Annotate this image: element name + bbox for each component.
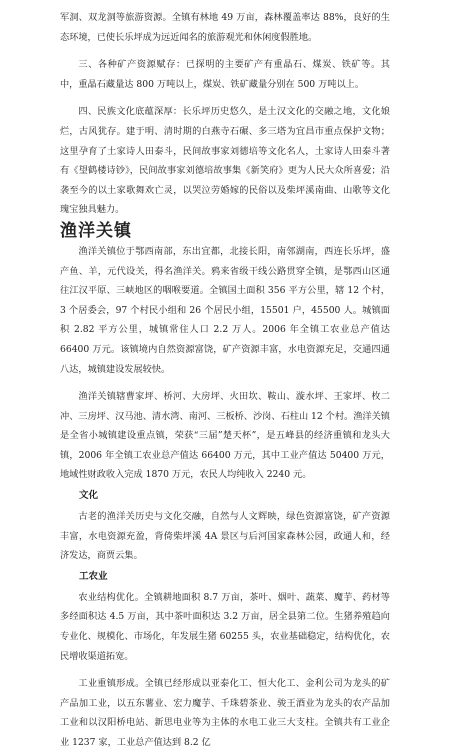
- section-title: 渔洋关镇: [60, 220, 132, 241]
- paragraph-culture: 古老的渔洋关历史与文化交融，自然与人文辉映，绿色资源富饶，矿产资源丰富，水电资源充盈，背倚柴坪溪 4A 景区与后河国家森林公园，政通人和，经济发达，商贾云集。: [60, 511, 390, 562]
- paragraph-town-overview: 渔洋关镇位于鄂西南部，东出宜都，北接长阳，南邻湖南，西连长乐坪，盛产鱼、羊，元代设关，得名渔洋关。鸦来省级干线公路贯穿全镇，是鄂西山区通往江汉平原、三峡地区的咽喉要道。全镇国土面积 356 平方公里，辖 12 个村，3 个居委会，97 个村民小组和 26 个居民小组，15501 户，45500 人。城镇面积 2.82 平方公里，城镇常住人口 2.2 万人。2006 年全镇工农业总产值达 66400 万元。该镇境内自然资源富饶，矿产资源丰富，水电资源充足，交通四通八达，城镇建设发展较快。: [60, 245, 390, 375]
- paragraph-town-villages: 渔洋关镇辖曹家坪、桥河、大房坪、火田坎、鞍山、漩水坪、王家坪、枚二冲、三房坪、汉马池、清水湾、南河、三板桥、沙岗、石柱山 12 个村。渔洋关镇是全省小城镇建设重点镇，荣获“三届”楚天杯”，是五峰县的经济重镇和龙头大镇，2006 年全镇工农业总产值达 66400 万元，其中工业产值达 50400 万元，地域性财政收入完成 1870 万元，农民人均纯收入 2240 元。: [60, 391, 390, 481]
- heading-industry-agriculture: 工农业: [79, 570, 108, 582]
- paragraph-folk-culture: 四、民族文化底蕴深厚：长乐坪历史悠久，是土汉文化的交融之地，文化娘烂，古风犹存。建于明、清时期的白燕寺石碾、多三塔为宜昌市重点保护文物；这里孕育了土家诗人田泰斗，民间故事家刘德培等文化名人，土家诗人田泰斗著有《望鹤楼诗钞》，民间故事家刘德培故事集《新笑府》更为人民大众所喜爱；沿袭至今的以土家歌舞欢亡灵，以哭泣劳婚嫁的民俗以及柴坪溪南曲、山歌等文化瑰宝独具魅力。: [60, 106, 390, 216]
- paragraph-mineral-resources: 三、各种矿产资源赋存：已探明的主要矿产有重晶石、煤炭、铁矿等。其中，重晶石藏量达 800 万吨以上，煤炭、铁矿藏量分别在 500 万吨以上。: [60, 59, 390, 90]
- paragraph-forest-tourism: 军洞、双龙洞等旅游资源。全镇有林地 49 万亩，森林覆盖率达 88%，良好的生态环境，已使长乐坪成为远近闻名的旅游观光和休闲度假胜地。: [60, 12, 390, 43]
- paragraph-agriculture: 农业结构优化。全镇耕地面积 8.7 万亩，茶叶、烟叶、蔬菜、魔芋、药材等多经面积达 4.5 万亩，其中茶叶面积达 3.2 万亩，居全县第二位。生猪养殖趋向专业化、规模化、市场化，年发展生猪 60255 头，农业基础稳定，结构优化，农民增收渠道拓宽。: [60, 591, 390, 662]
- heading-culture: 文化: [79, 490, 99, 502]
- document-page: [60, 0, 390, 753]
- paragraph-industry: 工业重镇形成。全镇已经形成以亚泰化工、恒大化工、金利公司为龙头的矿产品加工业，以五东薯业、宏力魔芋、千珠碧茶业、骏王酒业为龙头的农产品加工业和以汉阳桥电站、新思电业等为主体的水电工业三大支柱。全镇共有工业企业 1237 家，工业总产值达到 8.2 亿: [60, 678, 390, 748]
